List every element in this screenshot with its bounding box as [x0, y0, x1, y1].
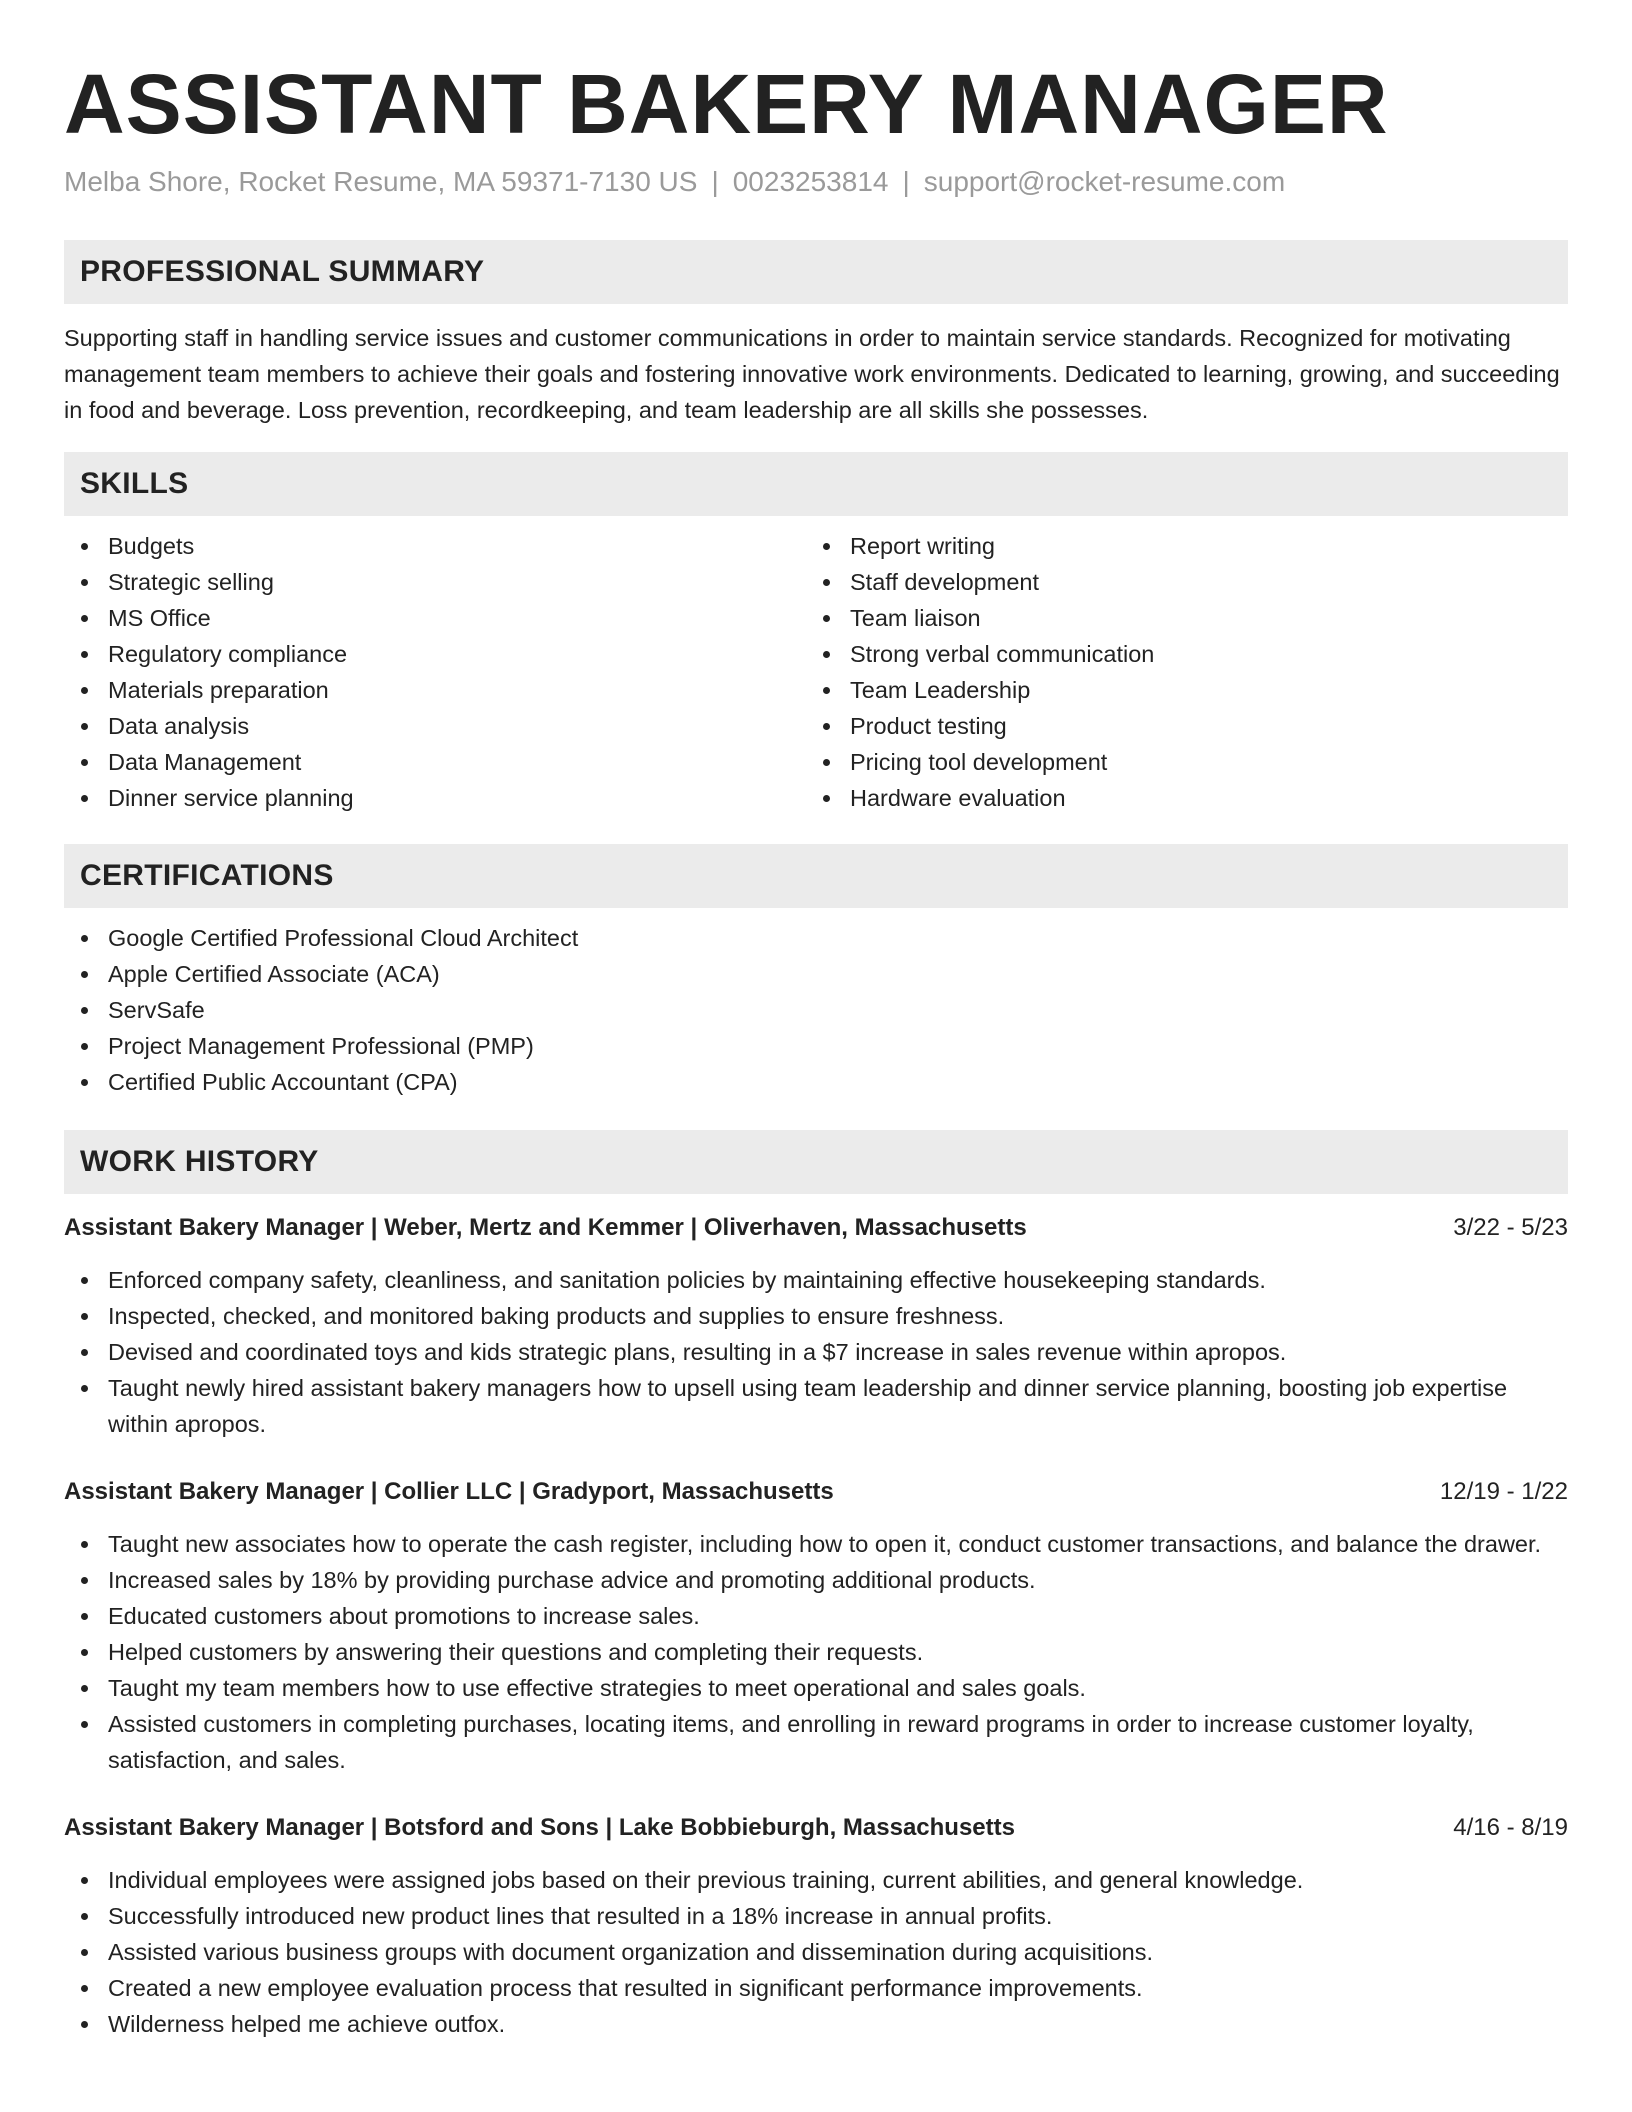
job-dates: 3/22 - 5/23: [1453, 1214, 1568, 1241]
contact-phone: 0023253814: [732, 166, 889, 197]
job-bullet: Created a new employee evaluation process that resulted in significant performance improvements.: [64, 1970, 1568, 2006]
job-bullet: Taught my team members how to use effective strategies to meet operational and sales goals.: [64, 1670, 1568, 1706]
job-bullet: Educated customers about promotions to increase sales.: [64, 1598, 1568, 1634]
section-header-skills: SKILLS: [64, 452, 1568, 516]
job-bullet: Taught new associates how to operate the cash register, including how to open it, conduct customer transactions, and balance the drawer.: [64, 1526, 1568, 1562]
job-entry: [64, 1210, 1568, 1442]
skill-item: Report writing: [806, 528, 1548, 564]
job-bullet: Devised and coordinated toys and kids strategic plans, resulting in a $7 increase in sales revenue within apropos.: [64, 1334, 1568, 1370]
job-header: [64, 1474, 1568, 1510]
contact-email: support@rocket-resume.com: [923, 166, 1286, 197]
certifications-list: [64, 920, 1568, 1100]
certification-item: ServSafe: [64, 992, 1568, 1028]
job-bullet: Inspected, checked, and monitored baking products and supplies to ensure freshness.: [64, 1298, 1568, 1334]
job-dates: 12/19 - 1/22: [1439, 1478, 1568, 1505]
job-entry: [64, 1474, 1568, 1778]
job-bullets: [64, 1526, 1568, 1778]
job-bullets: [64, 1862, 1568, 2042]
certification-item: Google Certified Professional Cloud Architect: [64, 920, 1568, 956]
resume-title: ASSISTANT BAKERY MANAGER: [64, 57, 1389, 151]
contact-separator: |: [902, 166, 910, 197]
job-bullet: Successfully introduced new product lines that resulted in a 18% increase in annual profits.: [64, 1898, 1568, 1934]
skill-item: Staff development: [806, 564, 1548, 600]
skill-item: Product testing: [806, 708, 1548, 744]
job-entry: [64, 1810, 1568, 2042]
skill-item: Data analysis: [64, 708, 806, 744]
skill-item: Hardware evaluation: [806, 780, 1548, 816]
summary-text: Supporting staff in handling service issues and customer communications in order to maintain service standards. Recognized for motivating management team members to achieve their goals and fostering innovative work environments. Dedicated to learning, growing, and succeeding in food and beverage. Loss prevention, recordkeeping, and team leadership are all skills she possesses.: [64, 325, 1560, 423]
skill-item: MS Office: [64, 600, 806, 636]
skill-item: Budgets: [64, 528, 806, 564]
skills-column-left: [64, 528, 806, 816]
resume-page: [64, 0, 1568, 2042]
job-title: Assistant Bakery Manager | Botsford and Sons | Lake Bobbieburgh, Massachusetts: [64, 1814, 1015, 1841]
skill-item: Strong verbal communication: [806, 636, 1548, 672]
job-bullet: Helped customers by answering their questions and completing their requests.: [64, 1634, 1568, 1670]
job-header: [64, 1810, 1568, 1846]
skill-item: Dinner service planning: [64, 780, 806, 816]
skill-item: Team Leadership: [806, 672, 1548, 708]
job-bullet: Increased sales by 18% by providing purchase advice and promoting additional products.: [64, 1562, 1568, 1598]
job-header: [64, 1210, 1568, 1246]
job-bullet: Taught newly hired assistant bakery managers how to upsell using team leadership and dinner service planning, boosting job expertise within apropos.: [64, 1370, 1568, 1442]
skills-grid: [64, 528, 1568, 816]
skill-item: Data Management: [64, 744, 806, 780]
job-dates: 4/16 - 8/19: [1453, 1814, 1568, 1841]
contact-separator: |: [711, 166, 719, 197]
job-bullets: [64, 1262, 1568, 1442]
certification-item: Apple Certified Associate (ACA): [64, 956, 1568, 992]
contact-line: [64, 164, 1568, 200]
job-bullet: Assisted customers in completing purchases, locating items, and enrolling in reward programs in order to increase customer loyalty, satisfaction, and sales.: [64, 1706, 1568, 1778]
job-title: Assistant Bakery Manager | Collier LLC | Gradyport, Massachusetts: [64, 1478, 834, 1505]
certification-item: Certified Public Accountant (CPA): [64, 1064, 1568, 1100]
job-title: Assistant Bakery Manager | Weber, Mertz and Kemmer | Oliverhaven, Massachusetts: [64, 1214, 1027, 1241]
skill-item: Regulatory compliance: [64, 636, 806, 672]
skills-column-right: [806, 528, 1548, 816]
skill-item: Materials preparation: [64, 672, 806, 708]
job-bullet: Assisted various business groups with document organization and dissemination during acquisitions.: [64, 1934, 1568, 1970]
certification-item: Project Management Professional (PMP): [64, 1028, 1568, 1064]
skill-item: Team liaison: [806, 600, 1548, 636]
skill-item: Pricing tool development: [806, 744, 1548, 780]
contact-address: Melba Shore, Rocket Resume, MA 59371-7130 US: [64, 166, 698, 197]
job-bullet: Wilderness helped me achieve outfox.: [64, 2006, 1568, 2042]
section-header-certifications: CERTIFICATIONS: [64, 844, 1568, 908]
job-bullet: Individual employees were assigned jobs based on their previous training, current abilities, and general knowledge.: [64, 1862, 1568, 1898]
section-header-work-history: WORK HISTORY: [64, 1130, 1568, 1194]
skill-item: Strategic selling: [64, 564, 806, 600]
section-header-summary: PROFESSIONAL SUMMARY: [64, 240, 1568, 304]
job-bullet: Enforced company safety, cleanliness, and sanitation policies by maintaining effective housekeeping standards.: [64, 1262, 1568, 1298]
